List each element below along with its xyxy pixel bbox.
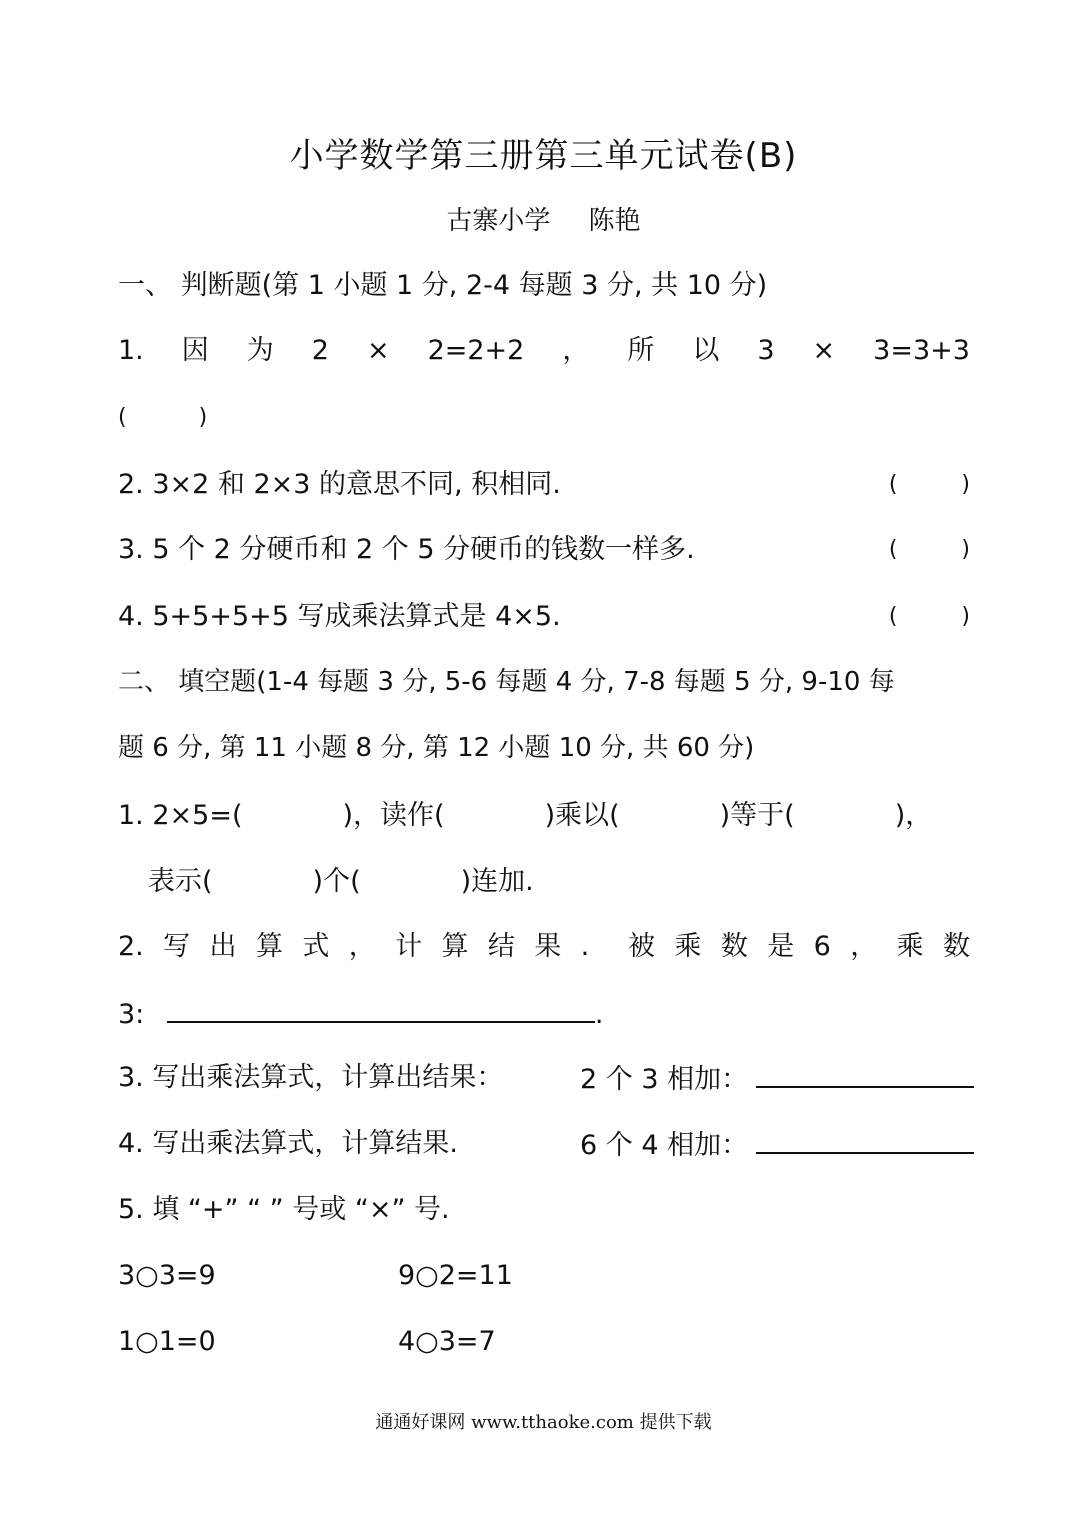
s1-q1-line1 bbox=[118, 331, 970, 371]
answer-parens[interactable]: ( ) bbox=[888, 472, 970, 497]
question-text: 4. 5+5+5+5 写成乘法算式是 4×5. bbox=[118, 601, 561, 632]
answer-blank[interactable] bbox=[756, 1124, 974, 1154]
question-token: × bbox=[366, 335, 390, 366]
question-token: ， bbox=[348, 931, 376, 962]
author-line bbox=[0, 200, 1087, 237]
question-token: 结 bbox=[487, 931, 515, 962]
question-token: 果 bbox=[534, 931, 562, 962]
s2-q2-line2: 3: . bbox=[118, 993, 970, 1035]
answer-blank[interactable] bbox=[167, 993, 595, 1023]
section2-heading-line1: 二、 填空题(1-4 每题 3 分, 5-6 每题 4 分, 7-8 每题 5 分, 9-10 每 bbox=[118, 667, 895, 697]
question-token: 式 bbox=[302, 931, 330, 962]
section1-heading: 一、 判断题(第 1 小题 1 分, 2-4 每题 3 分, 共 10 分) bbox=[118, 270, 768, 301]
s2-q3: 3. 写出乘法算式，计算出结果： 2 个 3 相加： bbox=[118, 1058, 970, 1098]
question-token: 2. bbox=[118, 931, 144, 962]
answer-blank[interactable] bbox=[756, 1058, 974, 1088]
answer-parens[interactable]: ( ) bbox=[888, 604, 970, 629]
question-text: 3. 5 个 2 分硬币和 2 个 5 分硬币的钱数一样多. bbox=[118, 534, 695, 565]
page-title: 小学数学第三册第三单元试卷(B) bbox=[289, 136, 798, 176]
s1-q4 bbox=[118, 597, 970, 637]
question-token: 为 bbox=[246, 335, 274, 366]
paren-close: ) bbox=[198, 405, 208, 430]
author-name: 陈艳 bbox=[588, 206, 641, 236]
question-token: 写 bbox=[163, 931, 191, 962]
equation-item[interactable]: 3○3=9 bbox=[118, 1260, 216, 1291]
question-token: 2=2+2 bbox=[427, 335, 525, 366]
s1-q3 bbox=[118, 530, 970, 570]
question-token: 被 bbox=[628, 931, 656, 962]
s2-q5-heading: 5. 填 “+” “ ” 号或 “×” 号. bbox=[118, 1194, 450, 1225]
question-token: 以 bbox=[692, 335, 720, 366]
question-token: ， bbox=[562, 335, 590, 366]
s2-q5-row2 bbox=[118, 1322, 970, 1362]
s2-q2-line1 bbox=[118, 927, 970, 967]
s2-q4: 4. 写出乘法算式，计算结果. 6 个 4 相加： bbox=[118, 1124, 970, 1164]
school-name: 古寨小学 bbox=[446, 206, 551, 236]
s2-q1-line2: 表示( )个( )连加. bbox=[148, 866, 534, 897]
question-text: 2. 3×2 和 2×3 的意思不同, 积相同. bbox=[118, 469, 561, 500]
question-token: 计 bbox=[395, 931, 423, 962]
equation-item[interactable]: 1○1=0 bbox=[118, 1326, 216, 1357]
s1-q2 bbox=[118, 465, 970, 505]
question-token: 数 bbox=[942, 931, 970, 962]
section2-heading-line2: 题 6 分, 第 11 小题 8 分, 第 12 小题 10 分, 共 60 分) bbox=[118, 733, 755, 763]
page-footer: 通通好课网 www.tthaoke.com 提供下载 bbox=[375, 1412, 712, 1433]
question-token: 6 bbox=[813, 931, 831, 962]
question-token: 乘 bbox=[896, 931, 924, 962]
s1-q1-parens bbox=[118, 398, 970, 438]
question-token: 1. bbox=[118, 335, 144, 366]
question-token: 数 bbox=[720, 931, 748, 962]
question-token: 是 bbox=[767, 931, 795, 962]
paren-open: ( bbox=[118, 405, 127, 430]
question-token: 算 bbox=[255, 931, 283, 962]
question-token: ， bbox=[850, 931, 878, 962]
question-token: 所 bbox=[627, 335, 655, 366]
s2-q1-line1: 1. 2×5=( )，读作( )乘以( )等于( )， bbox=[118, 800, 933, 831]
question-token: × bbox=[812, 335, 836, 366]
question-token: 3=3+3 bbox=[873, 335, 970, 366]
equation-item[interactable]: 4○3=7 bbox=[398, 1326, 496, 1357]
question-token: 3 bbox=[757, 335, 775, 366]
question-token: 算 bbox=[441, 931, 469, 962]
question-token: 出 bbox=[209, 931, 237, 962]
s2-q5-row1 bbox=[118, 1256, 970, 1296]
question-token: 因 bbox=[181, 335, 209, 366]
equation-item[interactable]: 9○2=11 bbox=[398, 1260, 513, 1291]
question-token: 乘 bbox=[674, 931, 702, 962]
question-token: . bbox=[580, 931, 590, 962]
question-token: 2 bbox=[311, 335, 329, 366]
answer-parens[interactable]: ( ) bbox=[888, 537, 970, 562]
